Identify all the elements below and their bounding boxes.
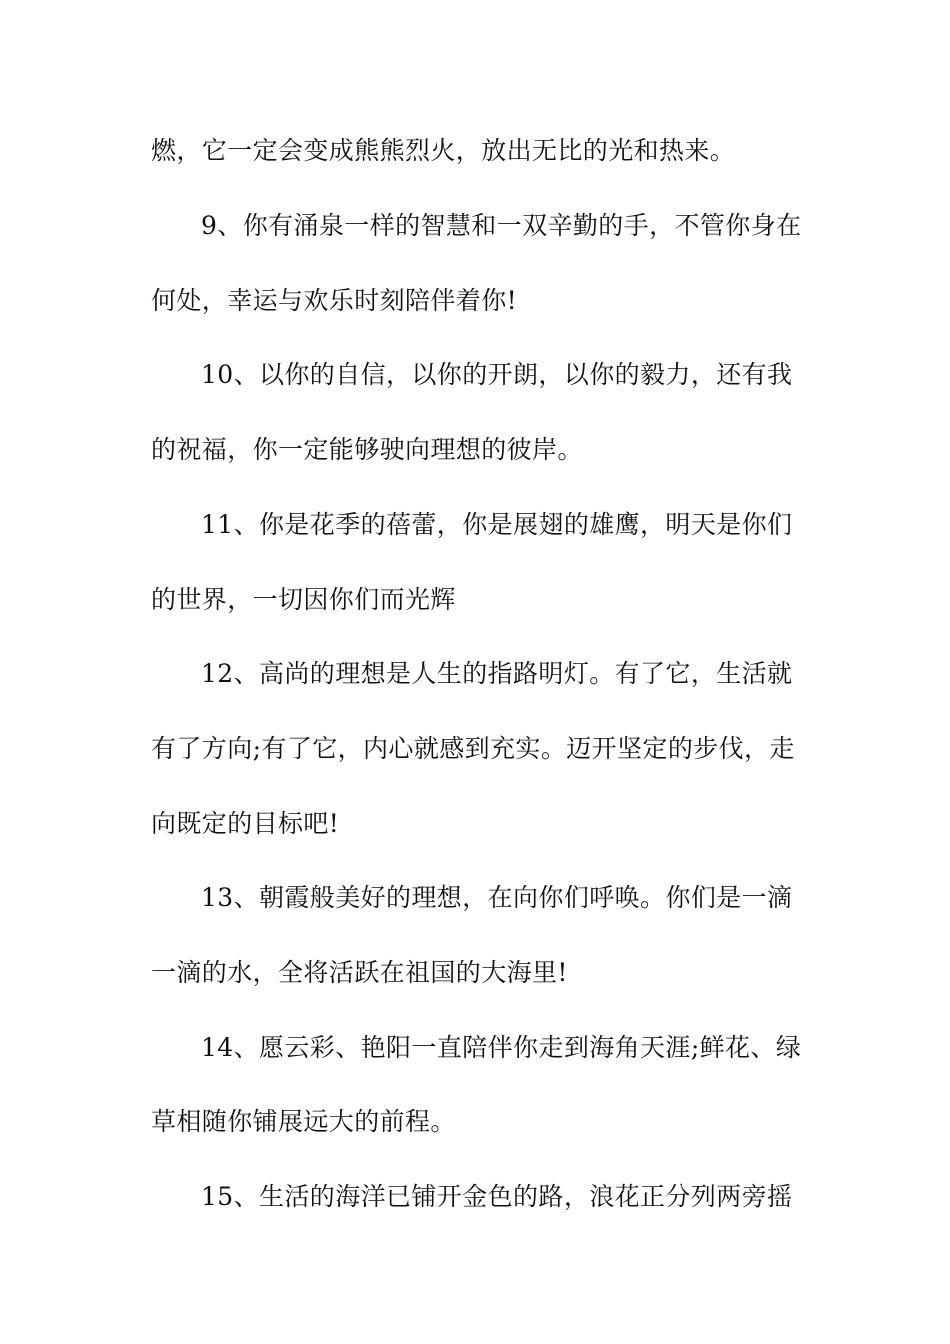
text-line: 燃，它一定会变成熊熊烈火，放出无比的光和热来。 bbox=[151, 136, 736, 165]
text-line: 12、高尚的理想是人生的指路明灯。有了它，生活就 bbox=[201, 659, 793, 688]
text-line: 9、你有涌泉一样的智慧和一双辛勤的手，不管你身在 bbox=[201, 211, 802, 240]
text-line: 13、朝霞般美好的理想，在向你们呼唤。你们是一滴 bbox=[201, 883, 793, 912]
text-line: 14、愿云彩、艳阳一直陪伴你走到海角天涯;鲜花、绿 bbox=[201, 1033, 802, 1062]
text-line: 一滴的水，全将活跃在祖国的大海里! bbox=[151, 958, 568, 987]
text-line: 的世界，一切因你们而光辉 bbox=[151, 585, 456, 614]
text-line: 15、生活的海洋已铺开金色的路，浪花正分列两旁摇 bbox=[201, 1182, 793, 1211]
text-line: 何处，幸运与欢乐时刻陪伴着你! bbox=[151, 286, 518, 315]
text-line: 的祝福，你一定能够驶向理想的彼岸。 bbox=[151, 435, 583, 464]
text-line: 向既定的目标吧! bbox=[151, 809, 340, 838]
text-line: 草相随你铺展远大的前程。 bbox=[151, 1107, 456, 1136]
text-line: 有了方向;有了它，内心就感到充实。迈开坚定的步伐，走 bbox=[151, 734, 795, 763]
text-line: 10、以你的自信，以你的开朗，以你的毅力，还有我 bbox=[201, 360, 793, 389]
text-line: 11、你是花季的蓓蕾，你是展翅的雄鹰，明天是你们 bbox=[201, 510, 793, 539]
